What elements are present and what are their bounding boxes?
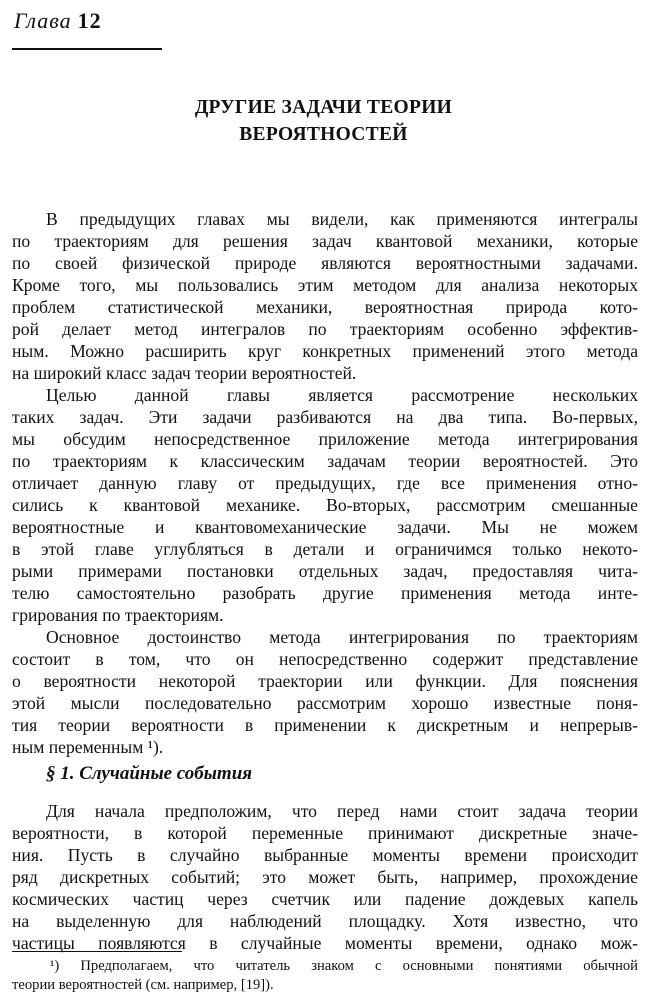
text-line: вероятностные и квантовомеханические задачи. Мы не можем [12, 517, 638, 537]
text-line: проблем статистической механики, вероятностная природа кото- [12, 297, 638, 317]
text-line: таких задач. Эти задачи разбиваются на два типа. Во-первых, [12, 407, 638, 427]
text-line: по траекториям к классическим задачам теории вероятностей. Это [12, 451, 638, 471]
text-line: ряд дискретных событий; это может быть, например, прохождение [12, 867, 638, 887]
text-line: Кроме того, мы пользовались этим методом для анализа некоторых [12, 275, 638, 295]
text-line: мы обсудим непосредственное приложение метода интегрирования [12, 429, 638, 449]
text-line: рыми примерами постановки отдельных задач, предоставляя чита- [12, 561, 638, 581]
text-line: в этой главе углубляться в детали и ограничимся только некото- [12, 539, 638, 559]
text-line: на широкий класс задач теории вероятностей. [12, 363, 357, 383]
text-line: Для начала предположим, что перед нами стоит задача теории [46, 801, 638, 821]
text-line: отличает данную главу от предыдущих, где все применения отно- [12, 473, 638, 493]
text-line: частицы появляются в случайные моменты времени, однако мож- [12, 933, 638, 953]
text-line: сились к квантовой механике. Во-вторых, рассмотрим смешанные [12, 495, 638, 515]
text-line: ным. Можно расширить круг конкретных применений этого метода [12, 341, 638, 361]
text-line: по траекториям для решения задач квантовой механики, которые [12, 231, 638, 251]
text-line: вероятности, в которой переменные принимают дискретные значе- [12, 823, 638, 843]
text-line: состоит в том, что он непосредственно содержит представление [12, 649, 638, 669]
text-line: космических частиц через счетчик или падение дождевых капель [12, 889, 638, 909]
text-line: грирования по траекториям. [12, 605, 224, 625]
chapter-number: 12 [77, 8, 102, 33]
text-line: этой мысли последовательно рассмотрим хорошо известные поня- [12, 693, 638, 713]
chapter-header [14, 8, 102, 34]
text-line: ным переменным ¹). [12, 737, 164, 757]
text-line: Целью данной главы является рассмотрение нескольких [46, 385, 638, 405]
text-line: на выделенную для наблюдений площадку. Хотя известно, что [12, 911, 638, 931]
chapter-title-line-2: ВЕРОЯТНОСТЕЙ [239, 124, 408, 145]
text-line: Основное достоинство метода интегрирования по траекториям [46, 627, 638, 647]
footnote-line-2: теории вероятностей (см. например, [19]). [12, 977, 274, 993]
text-line: о вероятности некоторой траектории или функции. Для пояснения [12, 671, 638, 691]
footnote-line-1: ¹) Предполагаем, что читатель знаком с основными понятиями обычной [50, 958, 638, 974]
text-line: тия теории вероятности в применении к дискретным и непрерыв- [12, 715, 638, 735]
footnote-rule [12, 951, 182, 952]
text-line: рой делает метод интегралов по траекториям особенно эффектив- [12, 319, 638, 339]
text-line: по своей физической природе являются вероятностными задачами. [12, 253, 638, 273]
section-heading: § 1. Случайные события [46, 763, 253, 784]
header-rule [12, 48, 162, 50]
chapter-word: Глава [14, 8, 72, 33]
text-line: ния. Пусть в случайно выбранные моменты времени происходит [12, 845, 638, 865]
text-line: телю самостоятельно разобрать другие применения метода инте- [12, 583, 638, 603]
chapter-title-line-1: ДРУГИЕ ЗАДАЧИ ТЕОРИИ [194, 97, 453, 118]
text-line: В предыдущих главах мы видели, как применяются интегралы [46, 209, 638, 229]
